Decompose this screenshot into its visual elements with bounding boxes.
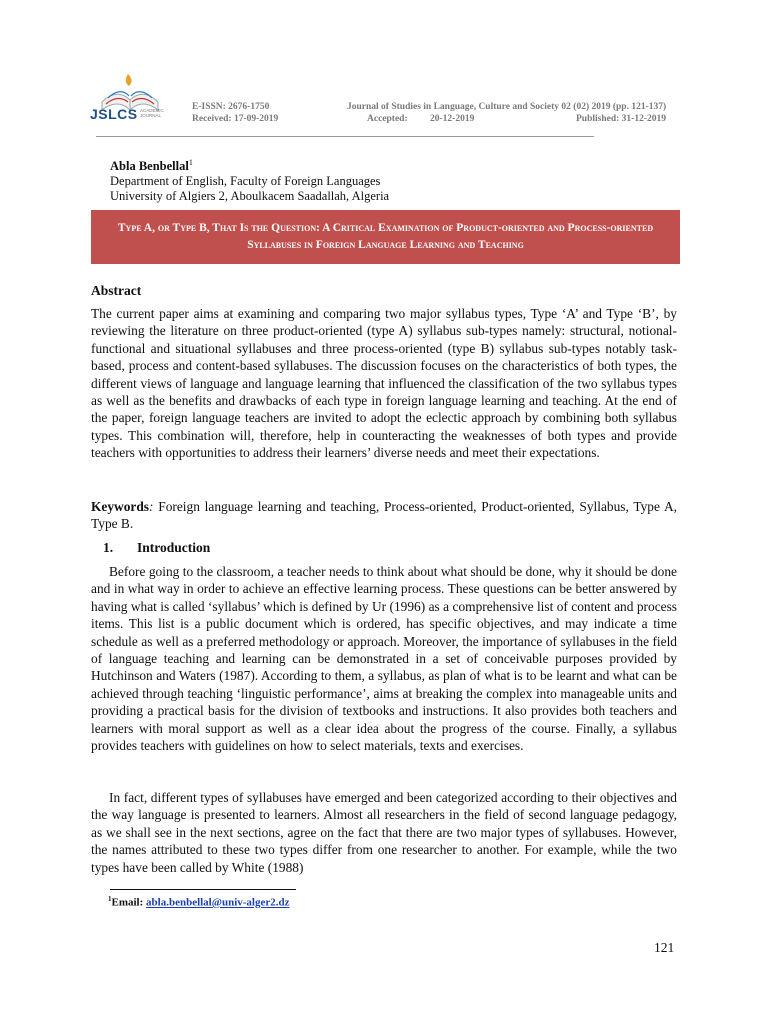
section-title: Introduction	[137, 540, 211, 555]
author-email-link[interactable]: abla.benbellal@univ-alger2.dz	[146, 896, 290, 909]
paper-title: Type A, or Type B, That Is the Question: A Critical Examination of Product-oriented and Process-oriented Syllabuses in Foreign Language Learning and Teaching	[117, 222, 654, 251]
header-divider	[96, 136, 594, 137]
abstract-text: The current paper aims at examining and comparing two major syllabus types, Type ‘A’ and Type ‘B’, by reviewing the literature on three product-oriented (type A) syllabus sub-types namely: structural, notional-functional and situational syllabuses and three process-oriented (type B) syllabus sub-types notably task-based, process and content-based syllabuses. The discussion focuses on the characteristics of both types, the different views of language and language learning that influenced the classification of the two syllabus types as well as the benefits and drawbacks of each type in foreign language learning and teaching. At the end of the paper, foreign language teachers are invited to adopt the eclectic approach by combining both syllabus types. This combination will, therefore, help in counteracting the weaknesses of both types and provide teachers with opportunities to address their learners’ diverse needs and meet their expectations.	[91, 306, 677, 461]
abstract-heading: Abstract	[91, 283, 142, 298]
accepted-date: 20-12-2019	[430, 114, 475, 124]
journal-name: Journal of Studies in Language, Culture and Society 02 (02) 2019 (pp. 121-137)	[347, 102, 667, 112]
keywords-colon: :	[149, 499, 154, 514]
footnote-label: Email:	[111, 896, 147, 909]
author-name: Abla Benbellal	[110, 159, 189, 174]
intro-paragraph-2	[91, 789, 677, 876]
intro-p1-text: Before going to the classroom, a teacher needs to think about what should be done, why it should be done and in what way in order to achieve an effective learning process. These questions can be better answered by having what is called ‘syllabus’ which is defined by Ur (1996) as a comprehensive list of content and process items. This list is a public document which is ordered, has specific objectives, and may indicate a time schedule as well as a preferred methodology or approach. Moreover, the importance of syllabuses in the field of language teaching and learning can be demonstrated in a set of conceivable purposes provided by Hutchinson and Waters (1987). According to them, a syllabus, as plan of what is to be learnt and what can be achieved through teaching ‘linguistic performance’, aims at breaking the complex into manageable units and providing a practical basis for the division of textbooks and instructions. It also provides both teachers and learners with moral support as well as a clear idea about the progress of the course. Finally, a syllabus provides teachers with guidelines on how to select materials, texts and exercises.	[91, 564, 677, 754]
author-university: University of Algiers 2, Aboulkacem Saadallah, Algeria	[110, 189, 390, 204]
keywords	[91, 498, 677, 533]
footnote	[108, 895, 290, 909]
author-department: Department of English, Faculty of Foreign Languages	[110, 174, 381, 189]
keywords-text: Foreign language learning and teaching, Process-oriented, Product-oriented, Syllabus, Type A, Type B.	[91, 499, 677, 532]
section-heading-introduction	[103, 540, 210, 556]
accepted-label: Accepted:	[367, 114, 408, 124]
author-block	[110, 155, 389, 204]
section-number: 1.	[103, 540, 114, 555]
paper-title-box	[91, 210, 680, 264]
logo-subtext: ACADEMIC JOURNAL	[140, 108, 164, 118]
intro-paragraph-1	[91, 563, 677, 754]
journal-logo	[88, 70, 174, 128]
page-number: 121	[654, 940, 675, 955]
logo-text: JSLCS	[90, 106, 138, 122]
footnote-mark: 1	[108, 895, 112, 903]
abstract-body	[91, 305, 677, 462]
author-footnote-mark: 1	[188, 158, 193, 167]
keywords-label: Keywords	[91, 499, 150, 514]
received-date: Received: 17-09-2019	[192, 114, 279, 124]
eissn: E-ISSN: 2676-1750	[192, 102, 270, 112]
footnote-divider	[110, 889, 296, 890]
intro-p2-text: In fact, different types of syllabuses have emerged and been categorized according to their objectives and the way language is presented to learners. Almost all researchers in the field of second language pedagogy, as we shall see in the next sections, agree on the fact that there are two major types of syllabuses. However, the names attributed to these two types differ from one researcher to another. For example, while the two types have been called by White (1988)	[91, 790, 677, 875]
published-date: Published: 31-12-2019	[576, 114, 666, 124]
